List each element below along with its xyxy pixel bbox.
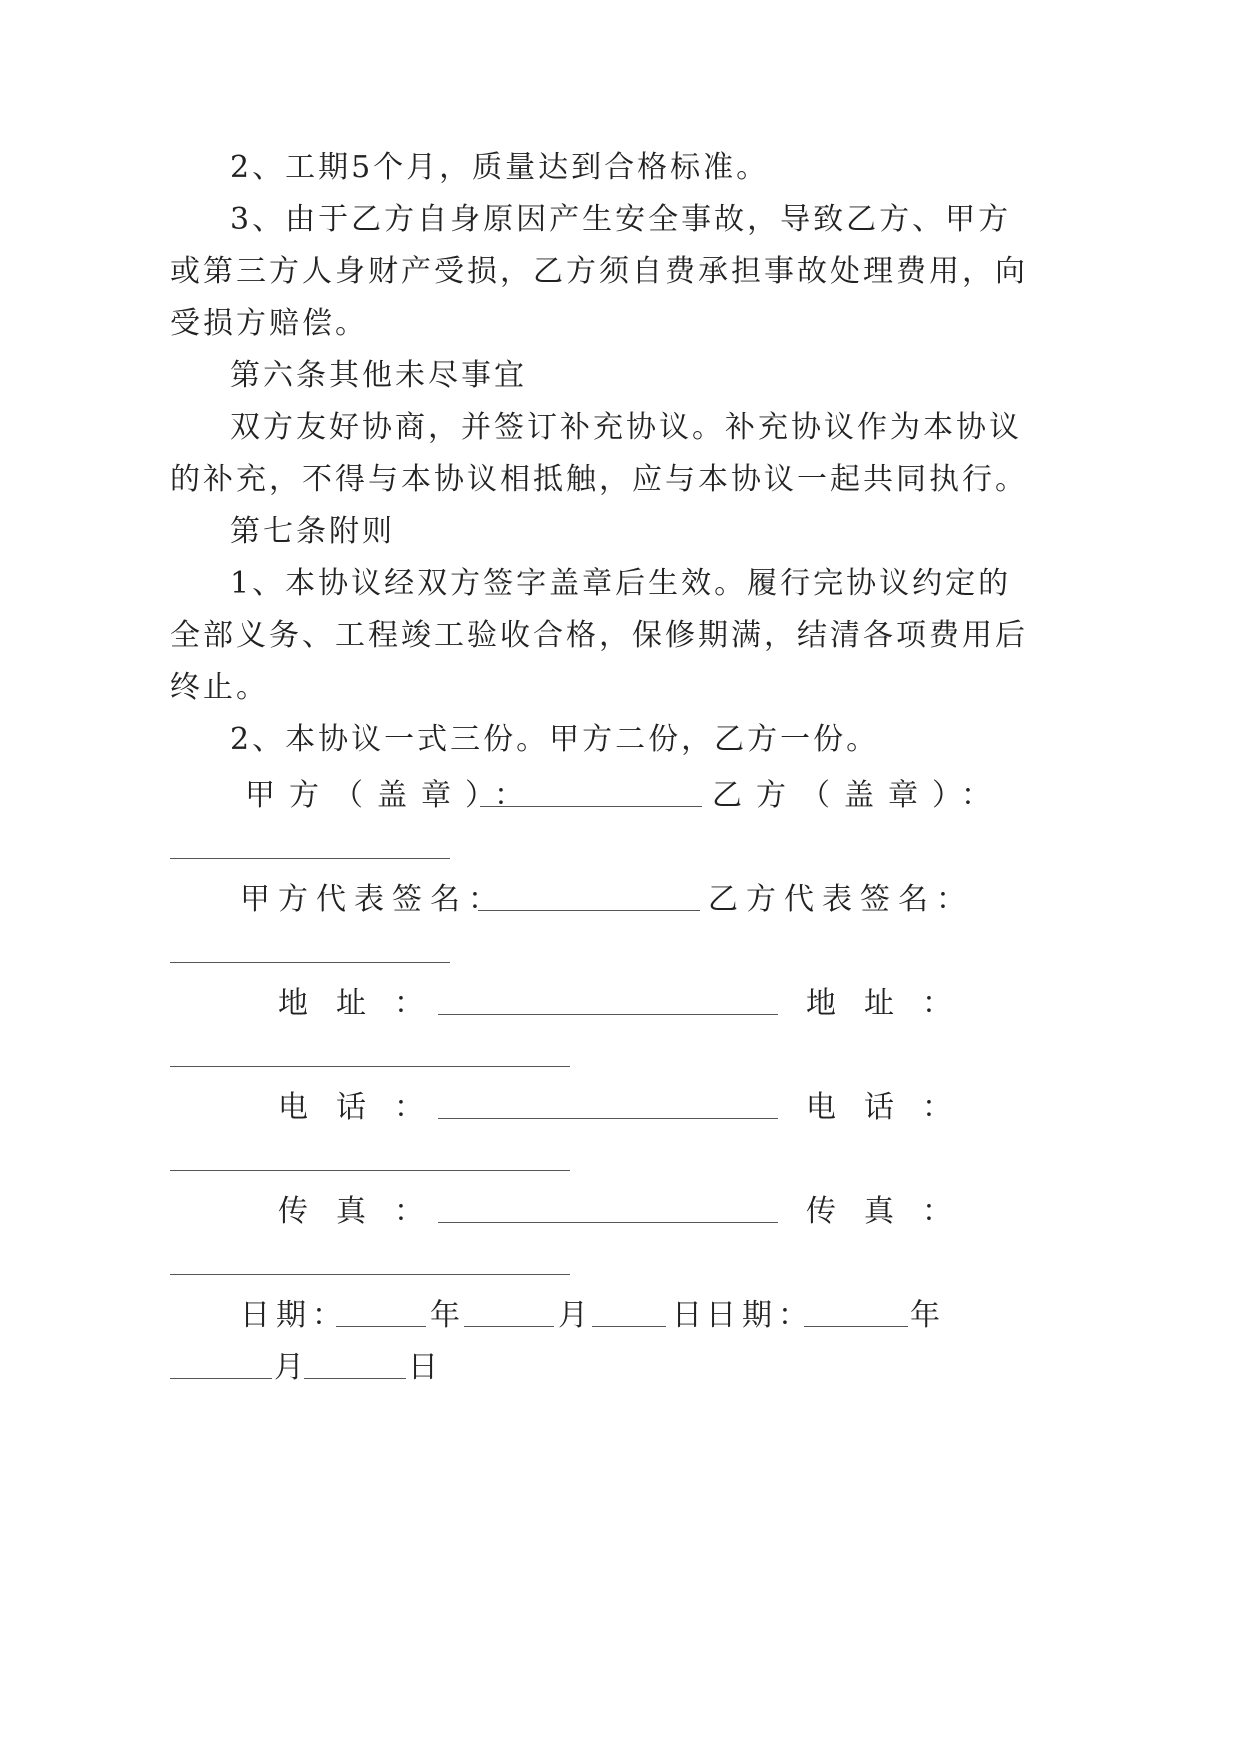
article-7-heading: 第七条附则 bbox=[230, 514, 395, 549]
party-a-month-blank bbox=[464, 1326, 554, 1327]
party-a-address-blank bbox=[438, 1014, 778, 1015]
party-b-year-blank bbox=[804, 1326, 908, 1327]
party-a-rep-blank bbox=[478, 910, 700, 911]
party-b-year-label: 年 bbox=[910, 1298, 943, 1333]
clause-safety-line-1: 3、由于乙方自身原因产生安全事故，导致乙方、甲方 bbox=[230, 202, 1012, 237]
clause-safety-line-3: 受损方赔偿。 bbox=[170, 306, 368, 341]
party-a-year-blank bbox=[336, 1326, 426, 1327]
party-b-phone-blank bbox=[170, 1170, 570, 1171]
party-a-day-label: 日 bbox=[672, 1298, 705, 1333]
party-b-phone-label: 电话： bbox=[806, 1090, 980, 1125]
party-a-year-label: 年 bbox=[430, 1298, 463, 1333]
party-b-rep-blank bbox=[170, 962, 450, 963]
party-b-month-blank bbox=[170, 1378, 272, 1379]
party-a-fax-blank bbox=[438, 1222, 778, 1223]
article-7-clause-1-line-3: 终止。 bbox=[170, 670, 269, 705]
article-7-clause-1-line-1: 1、本协议经双方签字盖章后生效。履行完协议约定的 bbox=[230, 566, 1012, 601]
clause-safety-line-2: 或第三方人身财产受损，乙方须自费承担事故处理费用，向 bbox=[170, 254, 1028, 289]
party-b-address-label: 地址： bbox=[806, 986, 980, 1021]
party-b-month-label: 月 bbox=[274, 1350, 307, 1385]
party-b-fax-blank bbox=[170, 1274, 570, 1275]
party-a-date-label: 日期： bbox=[240, 1298, 348, 1333]
party-b-date-label: 日期： bbox=[706, 1298, 814, 1333]
article-6-heading: 第六条其他未尽事宜 bbox=[230, 358, 527, 393]
article-7-clause-1-line-2: 全部义务、工程竣工验收合格，保修期满，结清各项费用后 bbox=[170, 618, 1028, 653]
clause-work-period: 2、工期5个月，质量达到合格标准。 bbox=[230, 150, 770, 185]
party-a-phone-label: 电话： bbox=[278, 1090, 452, 1125]
party-b-fax-label: 传真： bbox=[806, 1194, 980, 1229]
party-b-seal-blank bbox=[170, 858, 450, 859]
party-b-rep-label: 乙方代表签名： bbox=[708, 882, 974, 917]
party-a-address-label: 地址： bbox=[278, 986, 452, 1021]
party-b-seal-label: 乙方（盖章）： bbox=[712, 778, 1005, 813]
article-6-line-2: 的补充，不得与本协议相抵触，应与本协议一起共同执行。 bbox=[170, 462, 1028, 497]
article-7-clause-2: 2、本协议一式三份。甲方二份，乙方一份。 bbox=[230, 722, 880, 757]
party-a-rep-label: 甲方代表签名： bbox=[240, 882, 506, 917]
party-a-seal-blank bbox=[480, 806, 702, 807]
party-a-month-label: 月 bbox=[558, 1298, 591, 1333]
party-a-phone-blank bbox=[438, 1118, 778, 1119]
party-b-day-blank bbox=[304, 1378, 406, 1379]
party-a-fax-label: 传真： bbox=[278, 1194, 452, 1229]
party-b-address-blank bbox=[170, 1066, 570, 1067]
party-a-seal-label: 甲方（盖章）： bbox=[245, 778, 538, 813]
party-a-day-blank bbox=[592, 1326, 666, 1327]
party-b-day-label: 日 bbox=[408, 1350, 441, 1385]
article-6-line-1: 双方友好协商，并签订补充协议。补充协议作为本协议 bbox=[230, 410, 1022, 445]
